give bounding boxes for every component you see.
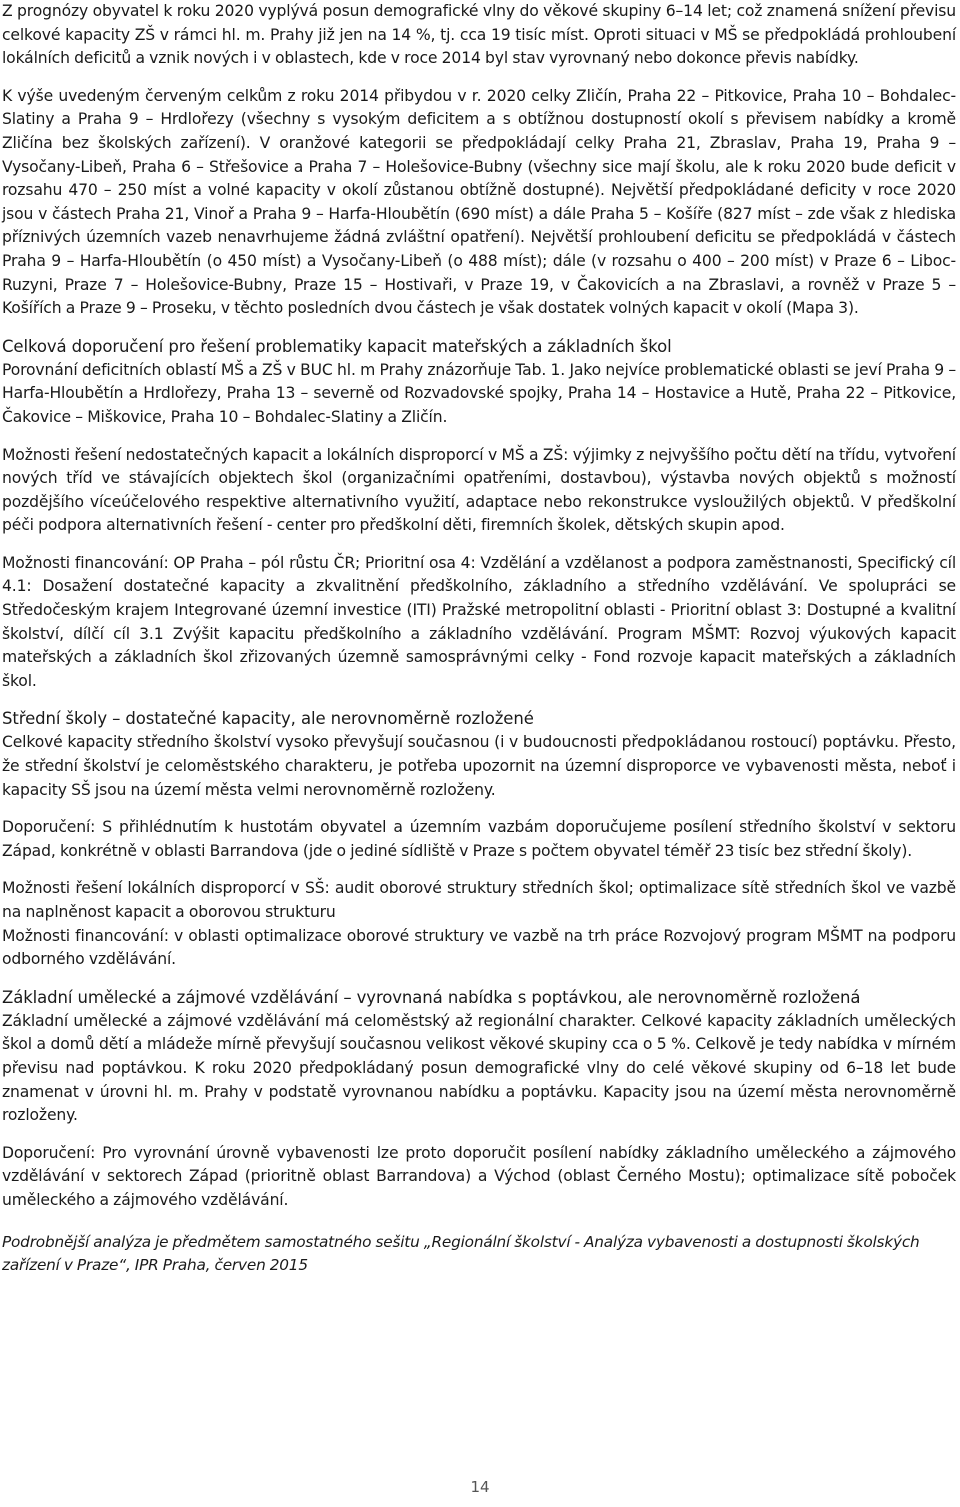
paragraph-ss-capacity: Celkové kapacity středního školství vysoko převyšují současnou (i v budoucnosti předpokládanou rostoucí) poptávku. Přesto, že střední školství je celoměstského charakteru, je potřeba upozornit na územní disproporce ve vybavenosti města, neboť i kapacity SŠ jsou na území města velmi nerovnoměrně rozloženy.	[2, 733, 956, 799]
page-number: 14	[470, 1478, 490, 1496]
section-heading-ms-zs: Celková doporučení pro řešení problematiky kapacit mateřských a základních škol	[2, 336, 672, 356]
paragraph-zus-recommendation: Doporučení: Pro vyrovnání úrovně vybavenosti lze proto doporučit posílení nabídky základního uměleckého a zájmového vzdělávání v sektorech Západ (prioritně oblast Barrandova) a Východ (oblast Černého Mostu); optimalizace sítě poboček uměleckého a zájmového vzdělávání.	[2, 1143, 956, 1209]
paragraph-ss-recommendation: Doporučení: S přihlédnutím k hustotám obyvatel a územním vazbám doporučujeme posílení středního školství v sektoru Západ, konkrétně v oblasti Barrandova (jde o jediné sídliště v Praze s počtem obyvatel téměř 23 tisíc bez střední školy).	[2, 818, 956, 860]
section-heading-zus: Základní umělecké a zájmové vzdělávání – vyrovnaná nabídka s poptávkou, ale nerovnoměrně rozložená	[2, 987, 861, 1007]
paragraph-ss-financing: Možnosti financování: v oblasti optimalizace oborové struktury ve vazbě na trh práce Rozvojový program MŠMT na podporu odborného vzdělávání.	[2, 926, 956, 969]
section-heading-ss: Střední školy – dostatečné kapacity, ale nerovnoměrně rozložené	[2, 709, 534, 729]
paragraph-comparison: Porovnání deficitních oblastí MŠ a ZŠ v BUC hl. m Prahy znázorňuje Tab. 1. Jako nejvíce problematické oblasti se jeví Praha 9 – Harfa-Hloubětín a Hrdlořezy, Praha 13 – severně od Rozvadovské spojky, Praha 14 – Hostavice a Hutě, Praha 22 – Pitkovice, Čakovice – Miškovice, Praha 10 – Bohdalec-Slatiny a Zličín.	[2, 360, 956, 426]
paragraph-ss-solutions: Možnosti řešení lokálních disproporcí v SŠ: audit oborové struktury středních škol; optimalizace sítě středních škol ve vazbě na naplněnost kapacit a oborovou strukturu	[2, 879, 956, 921]
paragraph-solutions: Možnosti řešení nedostatečných kapacit a lokálních disproporcí v MŠ a ZŠ: výjimky z nejvyššího počtu dětí na třídu, vytvoření nových tříd ve stávajících objektech škol (organizačními opatřeními, dostavbou), výstavba nových objektů s možností pozdějšího víceúčelového respektive alternativního využití, adaptace nebo rekonstrukce vysloužilých objektů. V předškolní péči podpora alternativních řešení - center pro předškolní děti, firemních školek, dětských skupin apod.	[2, 445, 956, 535]
paragraph-financing: Možnosti financování: OP Praha – pól růstu ČR; Prioritní osa 4: Vzdělání a vzdělanost a podpora zaměstnanosti, Specifický cíl 4.1: Dosažení dostatečné kapacity a zkvalitnění předškolního, základního a středního vzdělávání. Ve spolupráci se Středočeským krajem Integrované územní investice (ITI) Pražské metropolitní oblasti - Prioritní oblast 3: Dostupné a kvalitní školství, dílčí cíl 3.1 Zvýšit kapacitu předškolního a základního vzdělávání. Program MŠMT: Rozvoj výukových kapacit mateřských a základních škol zřizovaných územně samosprávnými celky - Fond rozvoje kapacit mateřských a základních škol.	[2, 553, 956, 690]
paragraph-zus-capacity: Základní umělecké a zájmové vzdělávání má celoměstský až regionální charakter. Celkové kapacity základních uměleckých škol a domů dětí a mládeže mírně převyšují současnou velikost věkové skupiny cca o 5 %. Celkově je tedy nabídka v mírném převisu nad poptávkou. K roku 2020 předpokládaný posun demografické vlny do celé věkové skupiny od 6–18 let bude znamenat v úrovni hl. m. Prahy v podstatě vyrovnanou nabídku a poptávku. Kapacity jsou na území města nerovnoměrně rozloženy.	[2, 1011, 956, 1125]
paragraph-intro: Z prognózy obyvatel k roku 2020 vyplývá posun demografické vlny do věkové skupiny 6–14 let; což znamená snížení převisu celkové kapacity ZŠ v rámci hl. m. Prahy již jen na 14 %, tj. cca 19 tisíc míst. Oproti situaci v MŠ se předpokládá prohloubení lokálních deficitů a vznik nových i v oblastech, kde v roce 2014 byl stav vyrovnaný nebo dokonce převis nabídky.	[2, 2, 956, 68]
footnote-reference: Podrobnější analýza je předmětem samostatného sešitu „Regionální školství - Analýza vybavenosti a dostupnosti školských zařízení v Praze“, IPR Praha, červen 2015	[2, 1232, 920, 1275]
paragraph-red-zones: K výše uvedeným červeným celkům z roku 2014 přibydou v r. 2020 celky Zličín, Praha 22 – Pitkovice, Praha 10 – Bohdalec-Slatiny a Praha 9 – Hrdlořezy (všechny s vysokým deficitem a s obtížnou dostupností okolí s převisem nabídky a kromě Zličína bez školských zařízení). V oranžové kategorii se předpokládají celky Praha 21, Zbraslav, Praha 19, Praha 9 – Vysočany-Libeň, Praha 6 – Střešovice a Praha 7 – Holešovice-Bubny (všechny sice mají školu, ale k roku 2020 bude deficit v rozsahu 470 – 250 míst a volné kapacity v okolí zůstanou obtížně dostupné). Největší předpokládané deficity v roce 2020 jsou v částech Praha 21, Vinoř a Praha 9 – Harfa-Hloubětín (690 míst) a dále Praha 5 – Košíře (827 míst – zde však z hlediska příznivých územních vazeb nenavrhujeme žádná zvláštní opatření). Největší prohloubení deficitu se předpokládá v částech Praha 9 – Harfa-Hloubětín (o 450 míst) a Vysočany-Libeň (o 488 míst); dále (v rozsahu o 400 – 200 míst) v Praze 6 – Liboc-Ruzyni, Praze 7 – Holešovice-Bubny, Praze 15 – Hostivaři, v Praze 19, v Čakovicích a na Zbraslavi, a rovněž v Praze 5 – Košířích a Praze 9 – Proseku, v těchto posledních dvou částech je však dostatek volných kapacit v okolí (Mapa 3).	[2, 86, 956, 318]
